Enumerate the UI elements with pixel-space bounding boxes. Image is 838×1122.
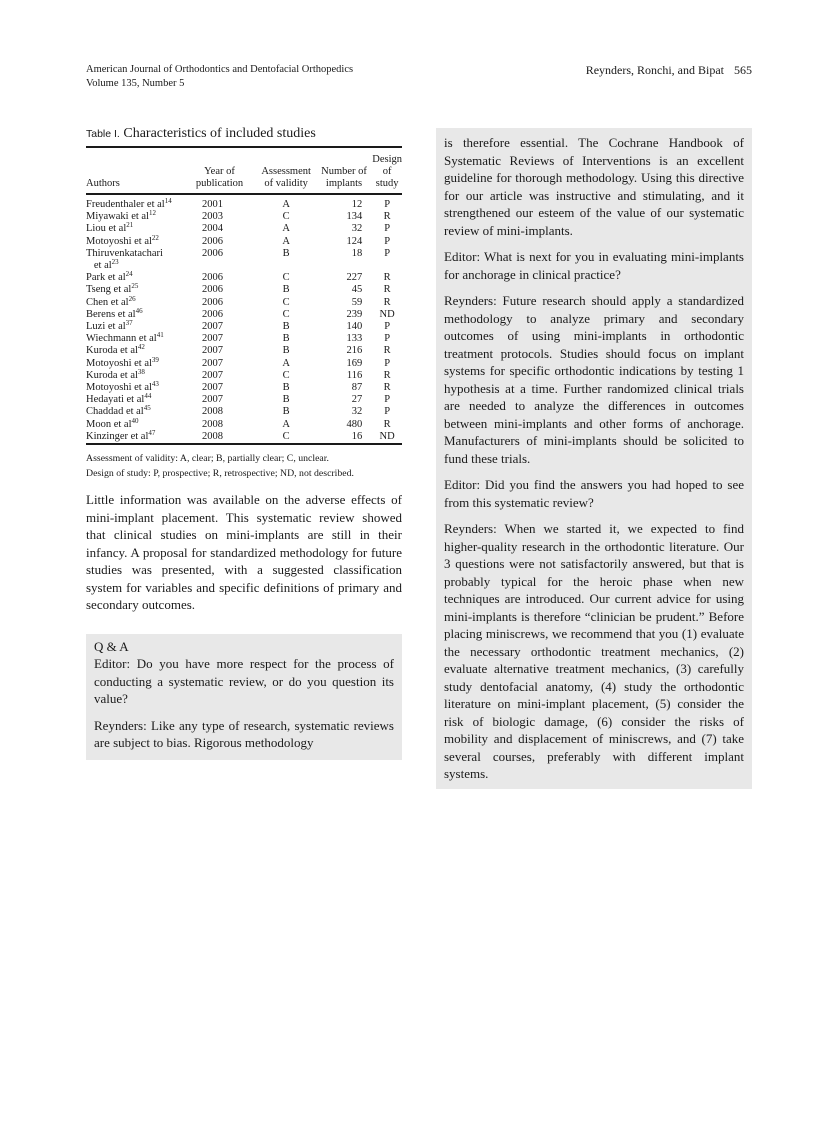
cell-design: P [384, 333, 391, 345]
cell-validity: A [282, 418, 290, 430]
table-body [86, 194, 402, 444]
cell-year: 2008 [202, 406, 223, 418]
cell-author: Luzi et $al^{37}$ [86, 319, 133, 333]
cell-implants: 16 [351, 430, 363, 442]
cell-implants: 124 [346, 235, 363, 247]
qa-paragraph: Editor: What is next for you in evaluating mini-implants for anchorage in clinical practice? [444, 249, 744, 282]
cell-validity: B [282, 247, 290, 259]
col-header-authors: Authors [86, 152, 183, 194]
qa-paragraph: is therefore essential. The Cochrane Handbook of Systematic Reviews of Interventions is an excellent guideline for thorough methodology. Using this directive for our article was instructive and stimulating, and it strengthened our esteem of the value of our systematic review of mini-implants. [444, 135, 744, 238]
cell-implants: 133 [346, 333, 363, 345]
cell-design: R [383, 418, 391, 430]
table-row [86, 370, 402, 382]
cell-validity: C [282, 272, 290, 284]
cell-year: 2006 [202, 272, 223, 284]
cell-author: Moon et $al^{40}$ [86, 416, 139, 430]
footnote-validity: Assessment of validity: A, clear; B, partially clear; C, unclear. [86, 453, 329, 465]
cell-validity: B [282, 321, 290, 333]
cell-year: 2003 [202, 211, 223, 223]
cell-implants: 87 [351, 382, 363, 394]
cell-design: ND [379, 308, 395, 320]
cell-design: R [383, 296, 391, 308]
cell-implants: 27 [351, 394, 363, 406]
qa-heading: Q & A [94, 638, 129, 654]
cell-year: 2007 [202, 369, 223, 381]
qa-paragraph: Editor: Did you find the answers you had hoped to see from this systematic review? [444, 477, 744, 510]
cell-design: P [384, 394, 391, 406]
col-header-validity: Assessment of validity [257, 152, 316, 194]
cell-author: Kuroda et $al^{42}$ [86, 343, 145, 357]
cell-design: ND [379, 430, 395, 442]
cell-validity: B [282, 284, 290, 296]
conclusion-paragraph: Little information was available on the adverse effects of mini-implant placement. This systematic review showed that clinical studies on mini-implants are still in their infancy. A proposal for standardized methodology for future studies was presented, with a suggested classification system for variables and specific definitions of primary and secondary outcomes. [86, 492, 402, 613]
page-number: 565 [734, 63, 752, 77]
cell-implants: 480 [346, 418, 363, 430]
cell-design: R [383, 382, 391, 394]
cell-design: P [384, 357, 391, 369]
cell-validity: B [282, 333, 290, 345]
table-row [86, 431, 402, 444]
footnote-design: Design of study: P, prospective; R, retrospective; ND, not described. [86, 468, 355, 480]
article-authors: Reynders, Ronchi, and Bipat [585, 63, 724, 77]
col-header-year: Year of publication [183, 152, 257, 194]
cell-validity: A [282, 357, 290, 369]
cell-year: 2001 [202, 199, 223, 210]
studies-table [86, 146, 402, 449]
table-row [86, 345, 402, 357]
cell-design: P [384, 235, 391, 247]
col-header-design: Design of study [372, 152, 402, 194]
cell-year: 2007 [202, 394, 223, 406]
cell-validity: B [282, 382, 290, 394]
qa-box-right [436, 128, 752, 789]
table-header-row [86, 152, 402, 194]
table-row [86, 223, 402, 235]
cell-year: 2007 [202, 357, 223, 369]
qa-paragraph: Reynders: When we started it, we expected to find higher-quality research in the orthodontic literature. Our 3 questions were not satisfactorily answered, but that is probably typical for the heroic phase when new techniques are introduced. Our current advice for using mini-implants is therefore “clinician be prudent.” Before placing miniscrews, we recommend that you (1) evaluate the necessary orthodontic treatment mechanics, (2) evaluate alternative treatment mechanics, (3) carefully study dentofacial anatomy, (4) study the orthodontic literature on mini-implant placement, (5) consider the risk of biologic damage, (6) consider the risks of mobility and displacement of miniscrews, and (7) take several courses, preferably with different implant systems. [444, 521, 744, 781]
cell-year: 2008 [202, 418, 223, 430]
cell-year: 2006 [202, 296, 223, 308]
cell-author: Liou et $al^{21}$ [86, 221, 134, 235]
table-caption [86, 126, 402, 142]
cell-design: R [383, 345, 391, 357]
cell-year: 2007 [202, 333, 223, 345]
table-row [86, 394, 402, 406]
cell-implants: 32 [351, 223, 363, 235]
cell-design: P [384, 247, 391, 259]
cell-design: R [383, 211, 391, 223]
table-row [86, 297, 402, 309]
cell-implants: 239 [346, 308, 363, 320]
table-footnotes [86, 451, 402, 481]
cell-author: Freudenthaler et $al^{14}$ [86, 197, 172, 210]
table-row [86, 333, 402, 345]
cell-validity: A [282, 235, 290, 247]
cell-validity: C [282, 430, 290, 442]
left-column [86, 126, 402, 760]
cell-validity: B [282, 406, 290, 418]
table-row [86, 321, 402, 333]
cell-author: Tseng et $al^{25}$ [86, 282, 139, 296]
table-row [86, 236, 402, 248]
cell-author: Kinzinger et $al^{47}$ [86, 428, 156, 442]
cell-validity: B [282, 394, 290, 406]
cell-year: 2006 [202, 284, 223, 296]
cell-author: Chen et $al^{26}$ [86, 294, 136, 308]
table-label: Table I. [86, 128, 120, 140]
cell-author: Hedayati et $al^{44}$ [86, 392, 152, 406]
col-header-implants: Number of implants [316, 152, 372, 194]
cell-year: 2006 [202, 235, 223, 247]
cell-validity: A [282, 199, 290, 210]
cell-author: Chaddad et $al^{45}$ [86, 404, 151, 418]
article-authors-page [586, 63, 752, 77]
qa-paragraph: Reynders: Future research should apply a standardized methodology to analyze primary and secondary outcomes of using mini-implants in orthodontic treatment protocols. Studies should focus on implant systems for specific orthodontic indications by testing 1 hypothesis at a time. Further randomized clinical trials are needed to analyze the differences in outcomes between mini-implants and other forms of anchorage. Manufacturers of mini-implants should be solicited to fund these trials. [444, 293, 744, 466]
cell-year: 2007 [202, 321, 223, 333]
table-row [86, 194, 402, 211]
table-row [86, 211, 402, 223]
cell-design: P [384, 406, 391, 418]
cell-year: 2008 [202, 430, 223, 442]
cell-design: P [384, 223, 391, 235]
cell-author: Kuroda et $al^{38}$ [86, 367, 145, 381]
cell-implants: 140 [346, 321, 363, 333]
table-title: Characteristics of included studies [123, 126, 316, 141]
qa-paragraph: Editor: Do you have more respect for the process of conducting a systematic review, or do you question its value? [94, 656, 394, 707]
cell-implants: 116 [346, 369, 363, 381]
qa-paragraph: Reynders: Like any type of research, systematic reviews are subject to bias. Rigorous methodology [94, 717, 394, 751]
cell-author: Motoyoshi et $al^{22}$ [86, 233, 159, 247]
qa-box-left [86, 634, 402, 760]
cell-validity: B [282, 345, 290, 357]
cell-author: Wiechmann et $al^{41}$ [86, 331, 164, 345]
cell-implants: 227 [346, 272, 363, 284]
cell-year: 2006 [202, 308, 223, 320]
cell-implants: 32 [351, 406, 363, 418]
cell-author: Thiruvenkatachari et $al^{23}$ [86, 247, 163, 272]
cell-validity: A [282, 223, 290, 235]
cell-validity: C [282, 296, 290, 308]
cell-year: 2007 [202, 345, 223, 357]
cell-design: R [383, 369, 391, 381]
journal-title: American Journal of Orthodontics and Dentofacial Orthopedics [86, 64, 354, 75]
cell-implants: 169 [346, 357, 363, 369]
cell-design: R [383, 272, 391, 284]
cell-validity: C [282, 211, 290, 223]
journal-info [86, 63, 353, 91]
cell-design: P [384, 321, 391, 333]
cell-year: 2007 [202, 382, 223, 394]
cell-design: P [384, 199, 391, 210]
cell-author: Motoyoshi et $al^{43}$ [86, 380, 159, 394]
table-row [86, 419, 402, 431]
cell-implants: 12 [351, 199, 363, 210]
table-row [86, 309, 402, 321]
cell-author: Park et $al^{24}$ [86, 270, 133, 284]
table-row [86, 382, 402, 394]
cell-implants: 45 [351, 284, 363, 296]
cell-implants: 59 [351, 296, 363, 308]
cell-validity: C [282, 308, 290, 320]
table-row [86, 358, 402, 370]
journal-volume: Volume 135, Number 5 [86, 78, 185, 89]
cell-author: Miyawaki et $al^{12}$ [86, 209, 156, 223]
cell-design: R [383, 284, 391, 296]
cell-year: 2004 [202, 223, 223, 235]
cell-author: Motoyoshi et $al^{39}$ [86, 355, 159, 369]
cell-implants: 216 [346, 345, 363, 357]
cell-year: 2006 [202, 247, 223, 259]
cell-implants: 134 [346, 211, 363, 223]
cell-author: Berens et $al^{46}$ [86, 306, 143, 320]
table-row [86, 248, 402, 272]
cell-validity: C [282, 369, 290, 381]
cell-implants: 18 [351, 247, 363, 259]
